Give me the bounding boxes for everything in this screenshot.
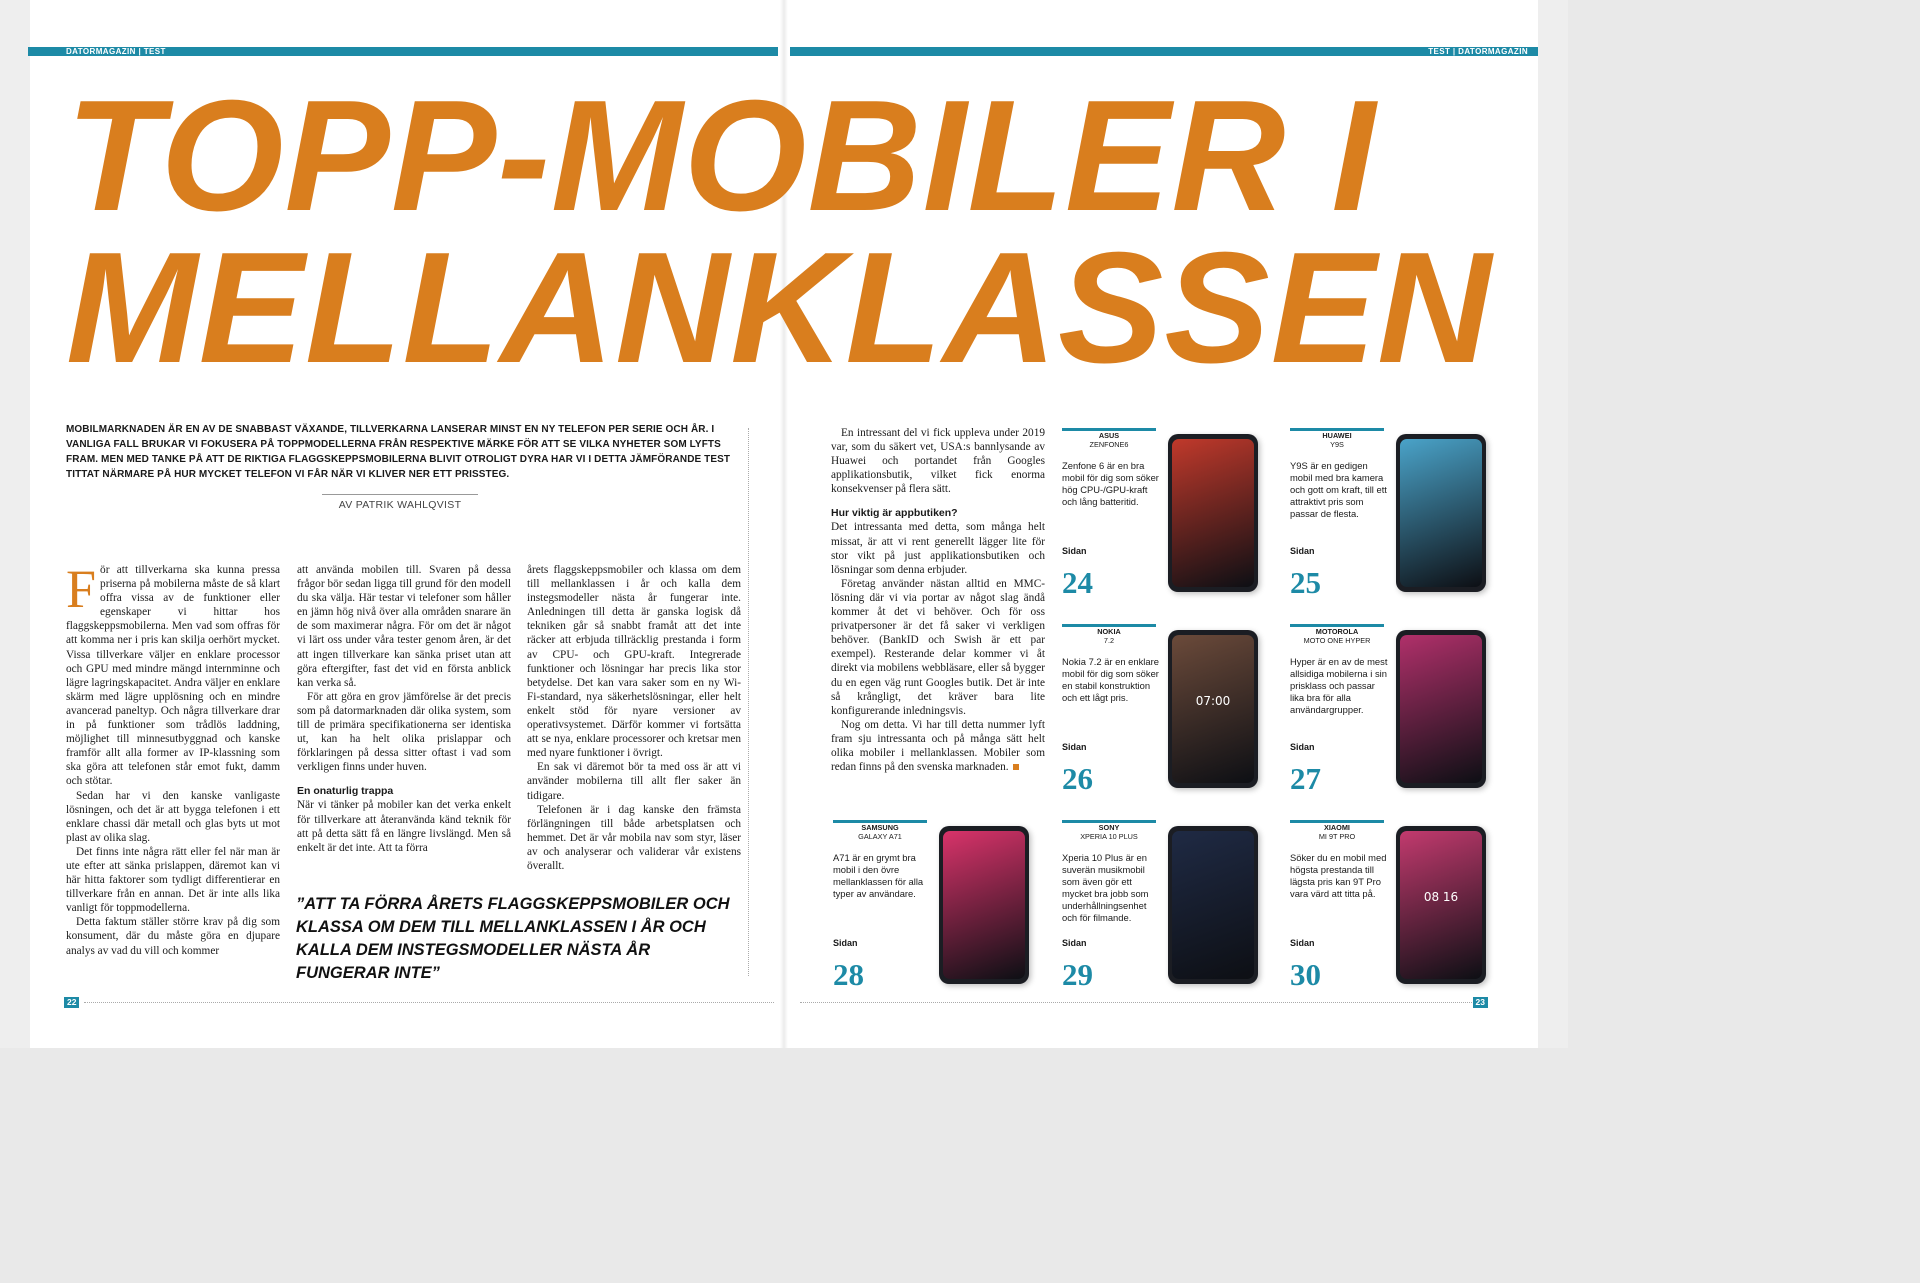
pull-quote: ”ATT TA FÖRRA ÅRETS FLAGGSKEPPSMOBILER OCH KLASSA OM DEM TILL MELLANKLASSEN I ÅR OCH KALLA DEM INSTEGSMODELLER NÄSTA ÅR FUNGERAR INTE” xyxy=(296,895,730,982)
body-column-3 xyxy=(527,563,741,873)
product-description: A71 är en grymt bra mobil i den övre mellanklassen för alla typer av användare. xyxy=(833,852,924,899)
product-model: ZENFONE6 xyxy=(1089,440,1129,449)
subheading: En onaturlig trappa xyxy=(297,785,394,798)
page-ref-number: 27 xyxy=(1290,761,1321,796)
paragraph: Detta faktum ställer större krav på dig som konsument, där du måste göra en djupare analys av vad du vill och kommer xyxy=(66,916,280,957)
product-description: Nokia 7.2 är en enklare mobil för dig som söker en stabil konstruktion och ett lågt pris. xyxy=(1062,656,1159,703)
page-ref-label: Sidan xyxy=(1062,938,1087,948)
page-ref-number: 25 xyxy=(1290,565,1321,600)
page-ref-number: 29 xyxy=(1062,957,1093,992)
page-ref-label: Sidan xyxy=(1290,742,1315,752)
drop-cap: F xyxy=(66,559,97,619)
phone-clock: 08 16 xyxy=(1423,890,1459,905)
product-card-huawei xyxy=(1288,426,1501,600)
body-column-1 xyxy=(66,559,280,958)
product-card-xiaomi xyxy=(1288,818,1501,992)
product-brand: SAMSUNG xyxy=(861,823,899,832)
phone-image xyxy=(1396,434,1486,592)
paragraph: Sedan har vi den kanske vanligaste lösningen, och det är att bygga telefonen i ett enklare chassi där metall och glas byts ut mot plast av olika slag. xyxy=(66,789,280,844)
product-model: 7.2 xyxy=(1103,636,1115,645)
page-ref-label: Sidan xyxy=(1290,546,1315,556)
footer-rule-right xyxy=(800,1002,1478,1003)
product-card-nokia xyxy=(1060,622,1273,796)
product-brand: NOKIA xyxy=(1097,627,1121,636)
paragraph: En intressant del vi fick uppleva under 2019 var, som du säkert vet, USA:s bannlysande av Huawei och portandet från Googles applikationsbutik, vilket fick enorma konsekvenser på flera sätt. xyxy=(831,427,1045,496)
ingress: MOBILMARKNADEN ÄR EN AV DE SNABBAST VÄXANDE, TILLVERKARNA LANSERAR MINST EN NY TELEFON PER SERIE OCH ÅR. I VANLIGA FALL BRUKAR VI FOKUSERA PÅ TOPPMODELLERNA FRÅN RESPEKTIVE MÄRKE FÖR ATT SE VILKA NYHETER SOM LYFTS FRAM. MEN MED TANKE PÅ ATT DE RIKTIGA FLAGGSKEPPSMOBILERNA BLIVIT OTROLIGT DYRA HAR VI I DETTA JÄMFÖRANDE TEST TITTAT NÄRMARE PÅ HUR MYCKET TELEFON VI FÅR NÄR VI KLIVER NER ETT PRISSTEG. xyxy=(66,424,731,480)
paragraph: Det intressanta med detta, som många helt missat, är att vi rent generellt lägger lite för stor vikt på just applikationsbutiken och lösningar som denna erbjuder. xyxy=(831,521,1045,576)
phone-image xyxy=(1168,826,1258,984)
product-brand: XIAOMI xyxy=(1324,823,1350,832)
page-ref-label: Sidan xyxy=(1062,546,1087,556)
page-ref-number: 26 xyxy=(1062,761,1093,796)
page-ref-label: Sidan xyxy=(833,938,858,948)
section-label-left: DATORMAGAZIN | TEST xyxy=(66,47,166,56)
end-mark-icon xyxy=(1013,764,1019,770)
phone-image xyxy=(939,826,1029,984)
product-description: Y9S är en gedigen mobil med bra kamera och gott om kraft, till ett attraktivt pris som passar de flesta. xyxy=(1290,460,1387,519)
paragraph: En sak vi däremot bör ta med oss är att vi använder mobilerna till allt fler saker än tidigare. xyxy=(527,761,741,802)
product-card-motorola xyxy=(1288,622,1501,796)
page-ref-number: 24 xyxy=(1062,565,1093,600)
product-description: Hyper är en av de mest allsidiga mobilerna i sin prisklass och passar lika bra för alla användargrupper. xyxy=(1290,656,1388,715)
page-ref-label: Sidan xyxy=(1062,742,1087,752)
section-label-right: TEST | DATORMAGAZIN xyxy=(1428,47,1528,56)
paragraph: att använda mobilen till. Svaren på dessa frågor bör sedan ligga till grund för den modell du ska välja. Här testar vi telefoner som håller en jämn hög nivå över alla områden snarare än de som maximerar några. För om det är något vi lärt oss under våra tester genom åren, är det att ingen tillverkare kan sänka priset utan att göra eftergifter, fast det vid en första anblick kan verka så. xyxy=(297,564,511,689)
headline-line-1: TOPP-MOBILER I xyxy=(66,68,1377,244)
phone-image xyxy=(1396,826,1486,984)
product-description: Zenfone 6 är en bra mobil för dig som söker hög CPU-/GPU-kraft och lång batteritid. xyxy=(1062,460,1159,507)
product-card-samsung xyxy=(831,818,1044,992)
paragraph: ör att tillverkarna ska kunna pressa priserna på mobilerna måste de så klart offra vissa av de funktioner eller egenskaper vi hittar hos flaggskeppsmobilerna. Men vad som offras för att komma ner i pris kan skilja oerhört mycket. Vissa tillverkare väljer en enklare processor och GPU med mindre mängd internminne och lägre lagringskapacitet. Andra väljer en enklare skärm med lägre upplösning och en mindre avancerad paneltyp. Och några tillverkare drar in på funktioner som trådlös laddning, möjlighet till minnesutbyggnad och kanske framför allt alla former av IP-klassning som ska göra att telefonen står emot fukt, damm och stötar. xyxy=(66,564,280,788)
page-ref-number: 30 xyxy=(1290,957,1321,992)
paragraph: När vi tänker på mobiler kan det verka enkelt för tillverkare att återanvända känd teknik för att på detta sätt få en längre livslängd. Men så enkelt är det inte. Att ta förra xyxy=(297,799,511,854)
footer-rule-left xyxy=(84,1002,774,1003)
page-ref-number: 28 xyxy=(833,957,864,992)
page-ref-label: Sidan xyxy=(1290,938,1315,948)
product-brand: MOTOROLA xyxy=(1315,627,1359,636)
page-number-left: 22 xyxy=(64,997,79,1008)
headline xyxy=(66,68,1516,396)
byline: AV PATRIK WAHLQVIST xyxy=(322,494,478,511)
paragraph: Företag använder nästan alltid en MMC-lösning där vi via portar av något slag ändå kommer åt det vi behöver. Och för oss privatpersoner är det få saker vi verkligen behöver. (BankID och Swish är ett par exempel). Resterande delar kommer vi åt direkt via mobilens webbläsare, eller så bygger du en egen väg runt Googles butik. Det är inte så krångligt, det kräver bara lite konfigurerande inledningsvis. xyxy=(831,577,1045,717)
product-brand: SONY xyxy=(1098,823,1120,832)
page-number-right: 23 xyxy=(1473,997,1488,1008)
phone-image xyxy=(1168,630,1258,788)
product-brand: ASUS xyxy=(1098,431,1120,440)
page-edge-right xyxy=(1538,0,1568,1048)
product-card-asus xyxy=(1060,426,1273,600)
phone-clock: 07:00 xyxy=(1195,694,1231,709)
product-model: XPERIA 10 PLUS xyxy=(1080,832,1138,841)
paragraph: Telefonen är i dag kanske den främsta förlängningen till både arbetsplatsen och hemmet. Det är vår mobila nav som styr, läser av och analyserar och validerar vår existens överallt. xyxy=(527,803,741,872)
product-model: MI 9T PRO xyxy=(1318,832,1356,841)
body-column-2 xyxy=(297,563,511,855)
paragraph: Nog om detta. Vi har till detta nummer lyft fram sju intressanta och på många sätt helt olika mobiler i mellanklassen. Mobiler som redan finns på den svenska marknaden. xyxy=(831,718,1045,774)
page-edge-left xyxy=(0,0,30,1048)
phone-image xyxy=(1396,630,1486,788)
paragraph: årets flaggskeppsmobiler och klassa om dem till mellanklassen i år och kalla dem instegsmodeller nästa år fungerar inte. Anledningen till detta är ganska logisk då tekniken går så snabbt framåt att det inte räcker att erbjuda tillräcklig prestanda i form av CPU- och GPU-kraft. Integrerade funktioner och lösningar har precis lika stor betydelse. Det kan vara saker som en ny Wi-Fi-standard, nya säkerhetslösningar, eller helt enkelt stöd för nyare versioner av operativsystemet. Därför kommer vi fortsätta att se nya, enklare processorer och kretsar men med nyare funktioner i övrigt. xyxy=(527,564,741,760)
headline-line-2: MELLANKLASSEN xyxy=(66,220,1493,396)
product-description: Xperia 10 Plus är en suverän musikmobil som även gör ett mycket bra jobb som underhållningsenhet och för filmande. xyxy=(1062,852,1149,923)
product-model: Y9S xyxy=(1330,440,1344,449)
product-model: MOTO ONE HYPER xyxy=(1303,636,1371,645)
phone-image xyxy=(1168,434,1258,592)
product-description: Söker du en mobil med högsta prestanda till lägsta pris kan 9T Pro vara värd att titta på. xyxy=(1290,852,1387,899)
body-column-4 xyxy=(831,426,1045,774)
column-divider xyxy=(748,428,749,976)
subheading: Hur viktig är appbutiken? xyxy=(831,507,958,520)
header-bar-right xyxy=(790,47,1538,56)
product-model: GALAXY A71 xyxy=(858,832,902,841)
paragraph: Det finns inte några rätt eller fel när man är ute efter att sänka prislappen, däremot kan vi här hitta faktorer som tydligt differentierar en tillverkare från en annan. Det är inte alls lika vanligt för toppmodellerna. xyxy=(66,845,280,915)
product-card-sony xyxy=(1060,818,1273,992)
paragraph: För att göra en grov jämförelse är det precis som på datormarknaden där olika system, som till de primära specifikationerna ser identiska ut, kan ha helt olika prislappar och förklaringen på dessa sitter oftast i vad som verkligen finns under huven. xyxy=(297,690,511,774)
product-brand: HUAWEI xyxy=(1322,431,1352,440)
